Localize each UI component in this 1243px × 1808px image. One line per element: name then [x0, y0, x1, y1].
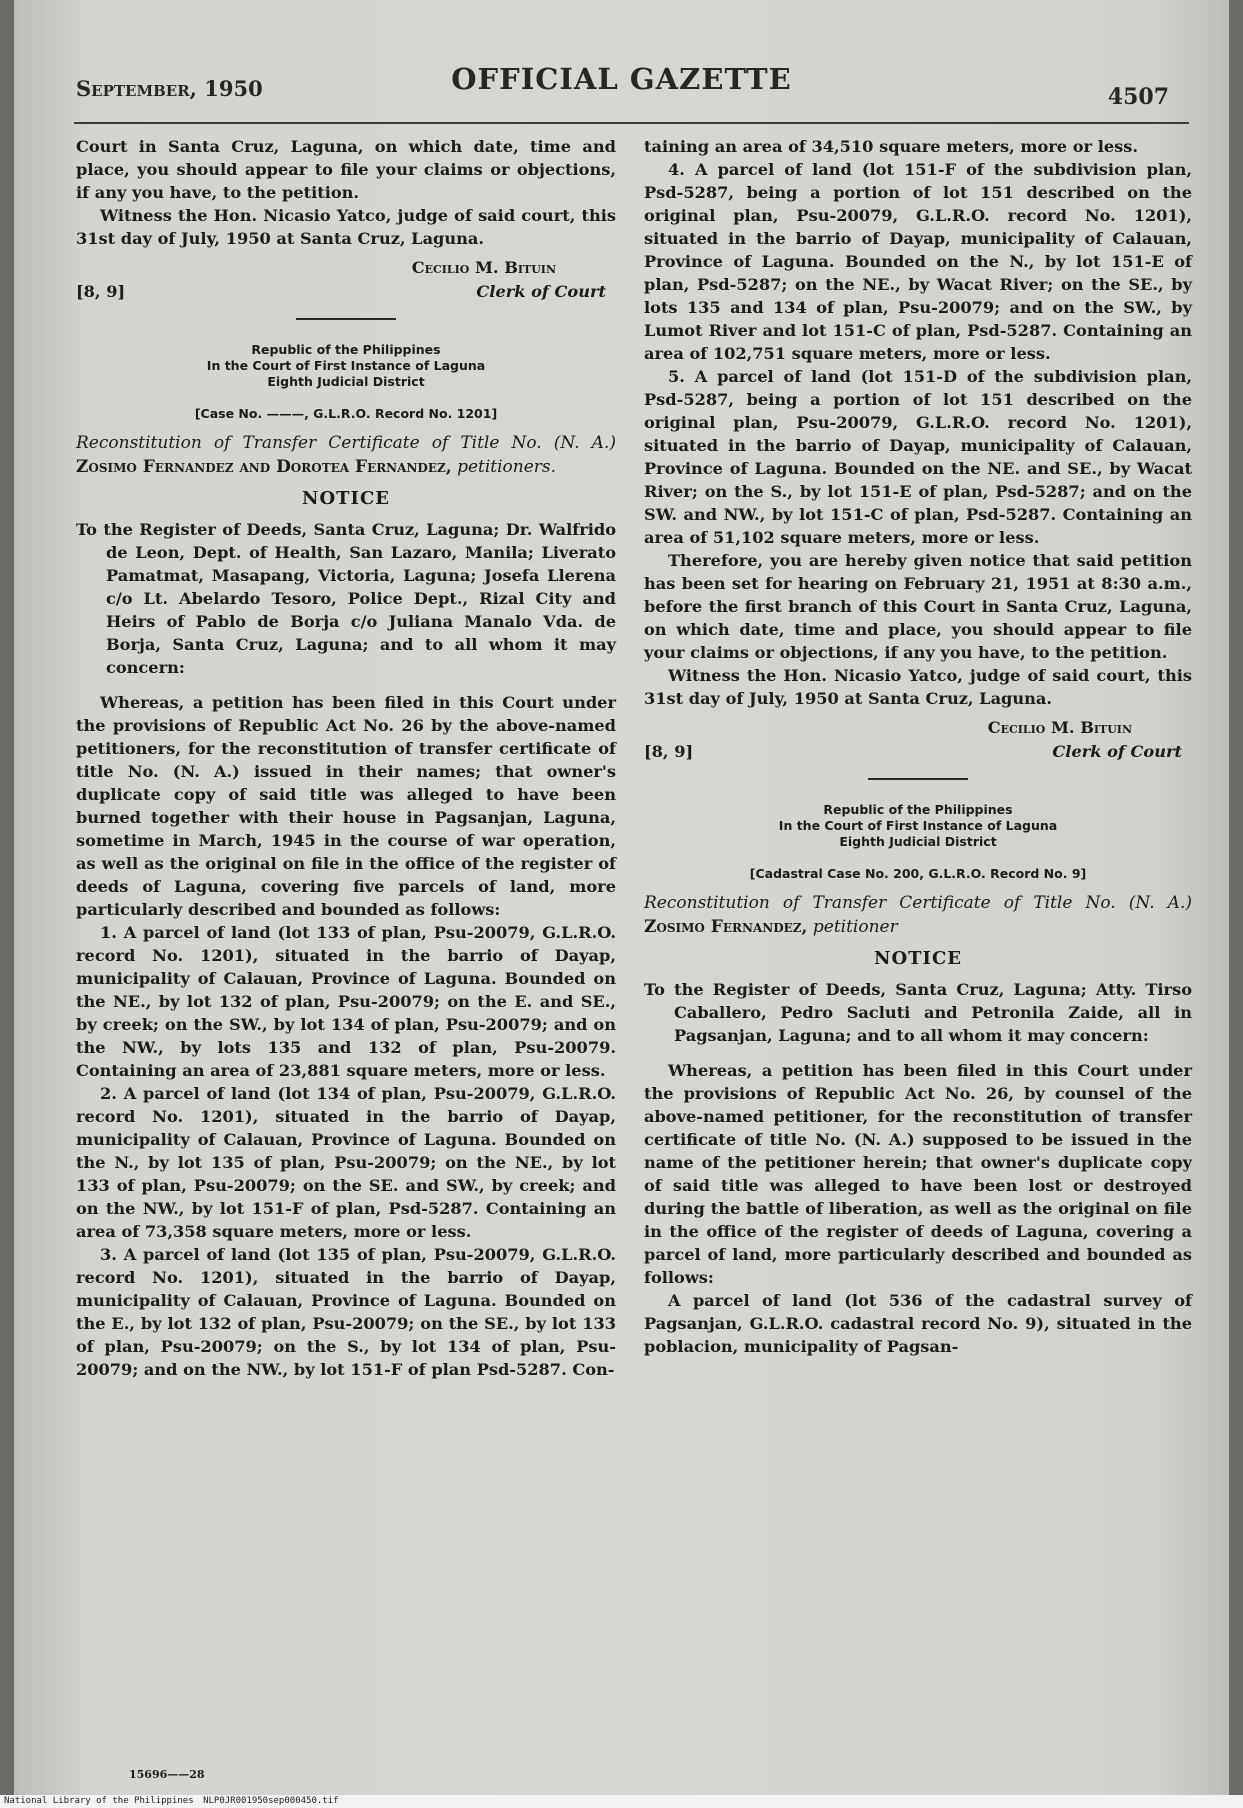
right-notice-title: NOTICE	[874, 948, 962, 969]
left-reconstitution-caption	[76, 431, 616, 479]
left-signature-title: Clerk of Court	[476, 282, 606, 301]
left-signature	[76, 256, 616, 304]
gazette-page	[14, 0, 1229, 1795]
left-column	[76, 135, 616, 1381]
left-divider	[296, 318, 396, 320]
right-court-line-2: In the Court of First Instance of Laguna	[778, 818, 1058, 833]
right-signature	[644, 716, 1192, 764]
header-page-number: 4507	[1107, 84, 1169, 110]
left-recon-prefix: Reconstitution of Transfer Certificate of Title No. (N. A.)	[76, 433, 616, 453]
right-petitioner-role: petitioner	[812, 917, 898, 937]
right-signature-date: [8, 9]	[644, 742, 694, 761]
left-parcel-2: 2. A parcel of land (lot 134 of plan, Psu-20079, G.L.R.O. record No. 1201), situated in the barrio of Dayap, municipality of Calauan, Province of Laguna. Bounded on the N., by lot 135 of plan, Psu-20079; on the NE., by lot 133 of plan, Psu-20079; on the SE. and SW., by creek; and on the NW., by lot 151-F of plan, Psd-5287. Containing an area of 73,358 square meters, more or less.	[76, 1084, 616, 1241]
left-addressees: To the Register of Deeds, Santa Cruz, Laguna; Dr. Walfrido de Leon, Dept. of Health, San Lazaro, Manila; Liverato Pamatmat, Masapang, Victoria, Laguna; Josefa Llerena c/o Lt. Abelardo Tesoro, Police Dept., Rizal City and Heirs of Pablo de Borja c/o Juliana Manalo Vda. de Borja, Santa Cruz, Laguna; and to all whom it may concern:	[76, 520, 616, 677]
right-court-line-3: Eighth Judicial District	[839, 834, 997, 849]
print-code: 15696——28	[129, 1768, 205, 1781]
left-court-line-1: Republic of the Philippines	[251, 342, 441, 357]
right-court-header	[644, 802, 1192, 850]
right-court-line-1: Republic of the Philippines	[823, 802, 1013, 817]
header-rule	[74, 122, 1189, 124]
right-parcel-4: 4. A parcel of land (lot 151-F of the subdivision plan, Psd-5287, being a portion of lot 151 described on the original plan, Psu-20079, G.L.R.O. record No. 1201), situated in the barrio of Dayap, municipality of Calauan, Province of Laguna. Bounded on the N., by lot 151-E of plan, Psd-5287; on the NE., by Wacat River; on the SE., by lots 135 and 134 of plan, Psu-20079; and on the SW., by Lumot River and lot 151-C of plan, Psd-5287. Containing an area of 102,751 square meters, more or less.	[644, 160, 1192, 363]
left-court-line-2: In the Court of First Instance of Laguna	[206, 358, 486, 373]
right-therefore: Therefore, you are hereby given notice that said petition has been set for hearing on February 21, 1951 at 8:30 a.m., before the first branch of this Court in Santa Cruz, Laguna, on which date, time and place, you should appear to file your claims or objections, if any you have, to the petition.	[644, 551, 1192, 662]
header-title: OFFICIAL GAZETTE	[451, 62, 792, 96]
right-parcel: A parcel of land (lot 536 of the cadastral survey of Pagsanjan, G.L.R.O. cadastral record No. 9), situated in the poblacion, municipality of Pagsan-	[644, 1291, 1192, 1356]
left-whereas: Whereas, a petition has been filed in this Court under the provisions of Republic Act No. 26 by the above-named petitioners, for the reconstitution of transfer certificate of title No. (N. A.) issued in their names; that owner's duplicate copy of said title was alleged to have been burned together with their house in Pagsanjan, Laguna, sometime in March, 1945 in the course of war operation, as well as the original on file in the office of the register of deeds of Laguna, covering five parcels of land, more particularly described and bounded as follows:	[76, 693, 616, 919]
left-petitioner-names: Zosimo Fernandez and Dorotea Fernandez,	[76, 457, 452, 477]
right-case-line: [Cadastral Case No. 200, G.L.R.O. Record No. 9]	[749, 866, 1087, 881]
right-parcel-5: 5. A parcel of land (lot 151-D of the subdivision plan, Psd-5287, being a portion of lot 151 described on the original plan, Psu-20079, G.L.R.O. record No. 1201), situated in the barrio of Dayap, municipality of Calauan, Province of Laguna. Bounded on the NE. and SE., by Wacat River; on the S., by lot 151-E of plan, Psd-5287; and on the SW. and NW., by lot 151-C of plan, Psd-5287. Containing an area of 51,102 square meters, more or less.	[644, 367, 1192, 547]
right-petitioner-names: Zosimo Fernandez,	[644, 917, 808, 937]
right-paragraph-1: taining an area of 34,510 square meters, more or less.	[644, 137, 1139, 156]
left-court-line-3: Eighth Judicial District	[267, 374, 425, 389]
right-addressees: To the Register of Deeds, Santa Cruz, Laguna; Atty. Tirso Caballero, Pedro Sacluti and Petronila Zaide, all in Pagsanjan, Laguna; and to all whom it may concern:	[644, 980, 1192, 1045]
left-parcel-3: 3. A parcel of land (lot 135 of plan, Psu-20079, G.L.R.O. record No. 1201), situated in the barrio of Dayap, municipality of Calauan, Province of Laguna. Bounded on the E., by lot 132 of plan, Psu-20079; on the SE., by lot 133 of plan, Psu-20079; on the S., by lot 134 of plan, Psu-20079; and on the NW., by lot 151-F of plan Psd-5287. Con-	[76, 1245, 616, 1379]
right-signature-title: Clerk of Court	[1052, 742, 1182, 761]
right-column	[644, 135, 1192, 1358]
scan-file: NLP0JR001950sep000450.tif	[203, 1796, 339, 1806]
left-petitioner-role: petitioners.	[457, 457, 557, 477]
left-paragraph-1: Court in Santa Cruz, Laguna, on which date, time and place, you should appear to file your claims or objections, if any you have, to the petition.	[76, 137, 616, 202]
left-notice-title: NOTICE	[302, 488, 390, 509]
left-signature-name: Cecilio M. Bituin	[411, 258, 556, 277]
right-divider	[868, 778, 968, 780]
right-recon-prefix: Reconstitution of Transfer Certificate of Title No. (N. A.)	[644, 893, 1192, 913]
scan-credit-strip	[0, 1795, 1243, 1808]
right-reconstitution-caption	[644, 891, 1192, 939]
header-date: September, 1950	[76, 76, 263, 101]
page-header	[66, 62, 1177, 114]
right-witness: Witness the Hon. Nicasio Yatco, judge of said court, this 31st day of July, 1950 at Santa Cruz, Laguna.	[644, 666, 1192, 708]
left-case-line: [Case No. ———, G.L.R.O. Record No. 1201]	[194, 406, 498, 421]
left-parcel-1: 1. A parcel of land (lot 133 of plan, Psu-20079, G.L.R.O. record No. 1201), situated in the barrio of Dayap, municipality of Calauan, Province of Laguna. Bounded on the NE., by lot 132 of plan, Psu-20079; on the E. and SE., by creek; on the SW., by lot 134 of plan, Psu-20079; and on the NW., by lots 135 and 132 of plan, Psu-20079. Containing an area of 23,881 square meters, more or less.	[76, 923, 616, 1080]
left-witness: Witness the Hon. Nicasio Yatco, judge of said court, this 31st day of July, 1950 at Santa Cruz, Laguna.	[76, 206, 616, 248]
right-whereas: Whereas, a petition has been filed in this Court under the provisions of Republic Act No. 26, by counsel of the above-named petitioner, for the reconstitution of transfer certificate of title No. (N. A.) supposed to be issued in the name of the petitioner herein; that owner's duplicate copy of said title was alleged to have been lost or destroyed during the battle of liberation, as well as the original on file in the office of the register of deeds of Laguna, covering a parcel of land, more particularly described and bounded as follows:	[644, 1061, 1192, 1287]
scan-credit: National Library of the Philippines	[4, 1796, 194, 1806]
left-court-header	[76, 342, 616, 390]
right-signature-name: Cecilio M. Bituin	[987, 718, 1132, 737]
left-signature-date: [8, 9]	[76, 282, 126, 301]
